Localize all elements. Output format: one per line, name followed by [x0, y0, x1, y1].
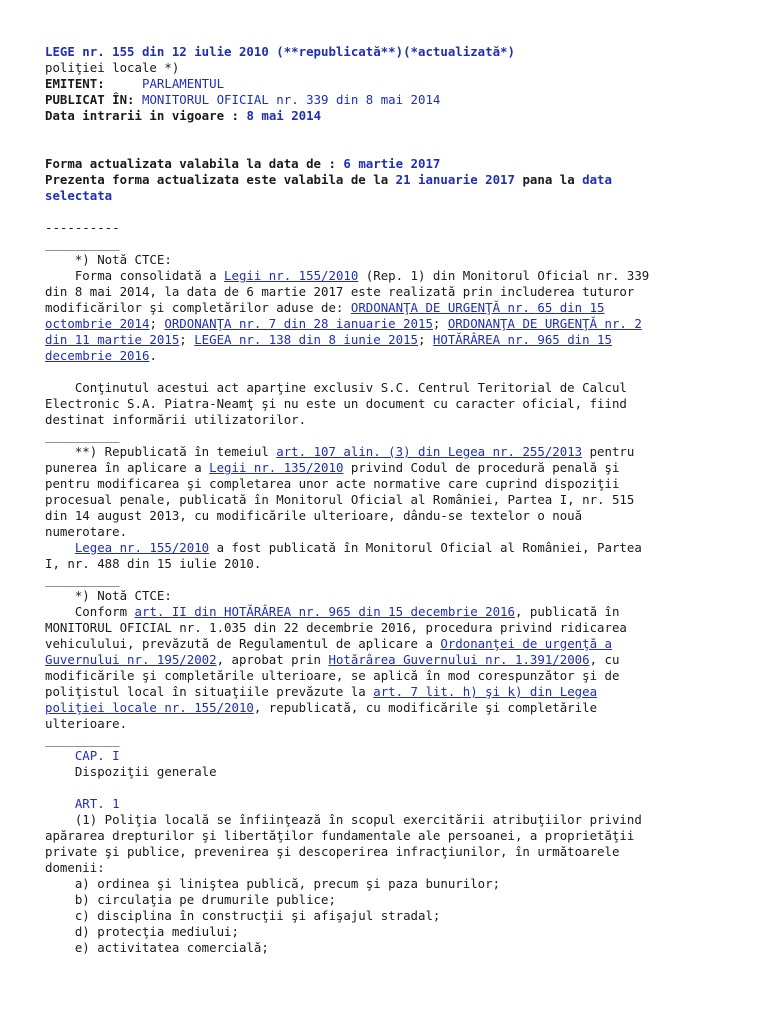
forma-label: Forma actualizata valabila la data de : [45, 156, 336, 171]
article-text: apărarea drepturilor şi libertăţilor fundamentale ale persoanei, a proprietăţii [45, 828, 635, 843]
repub-text: pentru modificarea şi completarea unor acte normative care cuprind dispoziţii [45, 476, 620, 491]
law-subtitle: poliţiei locale *) [45, 60, 180, 75]
nota1-text: modificărilor şi completărilor aduse de: [45, 300, 351, 315]
list-item: b) circulaţia pe drumurile publice; [45, 892, 336, 907]
link-legea-155-2010[interactable]: Legii nr. 155/2010 [224, 268, 359, 283]
underline-rule: __________ [45, 428, 120, 443]
nota2-text: vehiculului, prevăzută de Regulamentul de aplicare a [45, 636, 441, 651]
article-label: ART. 1 [45, 796, 120, 811]
repub-text: pentru [582, 444, 635, 459]
forma-valid-text: Prezenta forma actualizata este valabila de la [45, 172, 389, 187]
forma-pana-text: pana la [522, 172, 575, 187]
continut-text: Conţinutul acestui act aparţine exclusiv S.C. Centrul Teritorial de Calcul [45, 380, 627, 395]
intrare-value: 8 mai 2014 [246, 108, 322, 123]
list-item: a) ordinea şi liniştea publică, precum şi paza bunurilor; [45, 876, 501, 891]
repub-text: procesual penale, publicată în Monitorul Oficial al României, Partea I, nr. 515 [45, 492, 635, 507]
repub-text: privind Codul de procedură penală şi [343, 460, 620, 475]
publicat-value: MONITORUL OFICIAL nr. 339 din 8 mai 2014 [142, 92, 441, 107]
dash-rule: ---------- [45, 220, 120, 235]
nota2-text: Conform [45, 604, 135, 619]
repub-text: a fost publicată în Monitorul Oficial al României, Partea [209, 540, 642, 555]
forma-date: 6 martie 2017 [343, 156, 441, 171]
nota1-text: Forma consolidată a [45, 268, 225, 283]
nota2-text: , aprobat prin [216, 652, 329, 667]
link-art-7-legea-155-2010-cont[interactable]: poliţiei locale nr. 155/2010 [45, 700, 254, 715]
forma-valid-date: 21 ianuarie 2017 [395, 172, 515, 187]
nota2-text: , cu [589, 652, 620, 667]
link-hg-1391-2006[interactable]: Hotărârea Guvernului nr. 1.391/2006 [328, 652, 590, 667]
link-art-7-legea-155-2010[interactable]: art. 7 lit. h) şi k) din Legea [373, 684, 598, 699]
list-item: c) disciplina în construcţii şi afişajul stradal; [45, 908, 441, 923]
nota2-text: , publicată în [514, 604, 620, 619]
repub-text: I, nr. 488 din 15 iulie 2010. [45, 556, 262, 571]
link-oug-195-2002[interactable]: Ordonanţei de urgenţă a [440, 636, 612, 651]
separator: ; [432, 316, 448, 331]
legal-document [45, 44, 745, 956]
intrare-label: Data intrarii in vigoare : [45, 108, 239, 123]
nota-ctce-title-2: *) Notă CTCE: [45, 588, 172, 603]
link-oug-2-2015-cont[interactable]: din 11 martie 2015 [45, 332, 180, 347]
link-oug-195-2002-cont[interactable]: Guvernului nr. 195/2002 [45, 652, 217, 667]
emitent-value: PARLAMENTUL [142, 76, 225, 91]
chapter-label: CAP. I [45, 748, 120, 763]
nota1-text: (Rep. 1) din Monitorul Oficial nr. 339 [358, 268, 650, 283]
publicat-label: PUBLICAT ÎN: [45, 92, 135, 107]
link-hg-965-2016-cont[interactable]: decembrie 2016 [45, 348, 150, 363]
repub-text: din 14 august 2013, cu modificările ulterioare, dându-se textelor o nouă [45, 508, 583, 523]
underline-rule: __________ [45, 732, 120, 747]
nota1-text: din 8 mai 2014, la data de 6 martie 2017 este realizată prin includerea tuturor [45, 284, 635, 299]
nota2-text: MONITORUL OFICIAL nr. 1.035 din 22 decembrie 2016, procedura privind ridicarea [45, 620, 627, 635]
data-selectata-link-2[interactable]: selectata [45, 188, 113, 203]
chapter-title: Dispoziţii generale [45, 764, 217, 779]
link-hg-965-2016[interactable]: HOTĂRÂREA nr. 965 din 15 [432, 332, 612, 347]
nota2-text: modificările şi completările ulterioare, se aplică în mod corespunzător şi de [45, 668, 620, 683]
link-art-ii-hg-965-2016[interactable]: art. II din HOTĂRÂREA nr. 965 din 15 decembrie 2016 [134, 604, 515, 619]
emitent-label: EMITENT: [45, 76, 105, 91]
separator: ; [418, 332, 433, 347]
nota2-text: poliţistul local în situaţiile prevăzute la [45, 684, 374, 699]
separator: ; [179, 332, 195, 347]
link-legea-135-2010[interactable]: Legii nr. 135/2010 [209, 460, 344, 475]
underline-rule: __________ [45, 572, 120, 587]
repub-text: punerea în aplicare a [45, 460, 210, 475]
link-art-107-legea-255-2013[interactable]: art. 107 alin. (3) din Legea nr. 255/2013 [276, 444, 583, 459]
continut-text: Electronic S.A. Piatra-Neamţ şi nu este un document cu caracter oficial, fiind [45, 396, 627, 411]
nota2-text: , republicată, cu modificările şi completările [253, 700, 598, 715]
data-selectata-link[interactable]: data [582, 172, 612, 187]
link-oug-65-2014-cont[interactable]: octombrie 2014 [45, 316, 150, 331]
repub-text: numerotare. [45, 524, 128, 539]
law-title: LEGE nr. 155 din 12 iulie 2010 (**republicată**)(*actualizată*) [45, 44, 515, 59]
separator: ; [149, 316, 165, 331]
article-text: private şi publice, prevenirea şi descoperirea infracţiunilor, în următoarele [45, 844, 620, 859]
article-text: domenii: [45, 860, 105, 875]
nota2-text: ulterioare. [45, 716, 128, 731]
article-text: (1) Poliţia locală se înfiinţează în scopul exercitării atribuţiilor privind [45, 812, 642, 827]
list-item: d) protecţia mediului; [45, 924, 239, 939]
underline-rule: __________ [45, 236, 120, 251]
list-item: e) activitatea comercială; [45, 940, 269, 955]
period: . [149, 348, 157, 363]
continut-text: destinat informării utilizatorilor. [45, 412, 307, 427]
repub-text [45, 540, 75, 555]
link-oug-65-2014[interactable]: ORDONANŢA DE URGENŢĂ nr. 65 din 15 [350, 300, 605, 315]
link-legea-138-2015[interactable]: LEGEA nr. 138 din 8 iunie 2015 [194, 332, 418, 347]
link-oug-2-2015[interactable]: ORDONANŢA DE URGENŢĂ nr. 2 [447, 316, 642, 331]
link-legea-155-2010-b[interactable]: Legea nr. 155/2010 [74, 540, 210, 555]
repub-text: **) Republicată în temeiul [45, 444, 277, 459]
link-og-7-2015[interactable]: ORDONANŢA nr. 7 din 28 ianuarie 2015 [164, 316, 433, 331]
nota-ctce-title: *) Notă CTCE: [45, 252, 172, 267]
